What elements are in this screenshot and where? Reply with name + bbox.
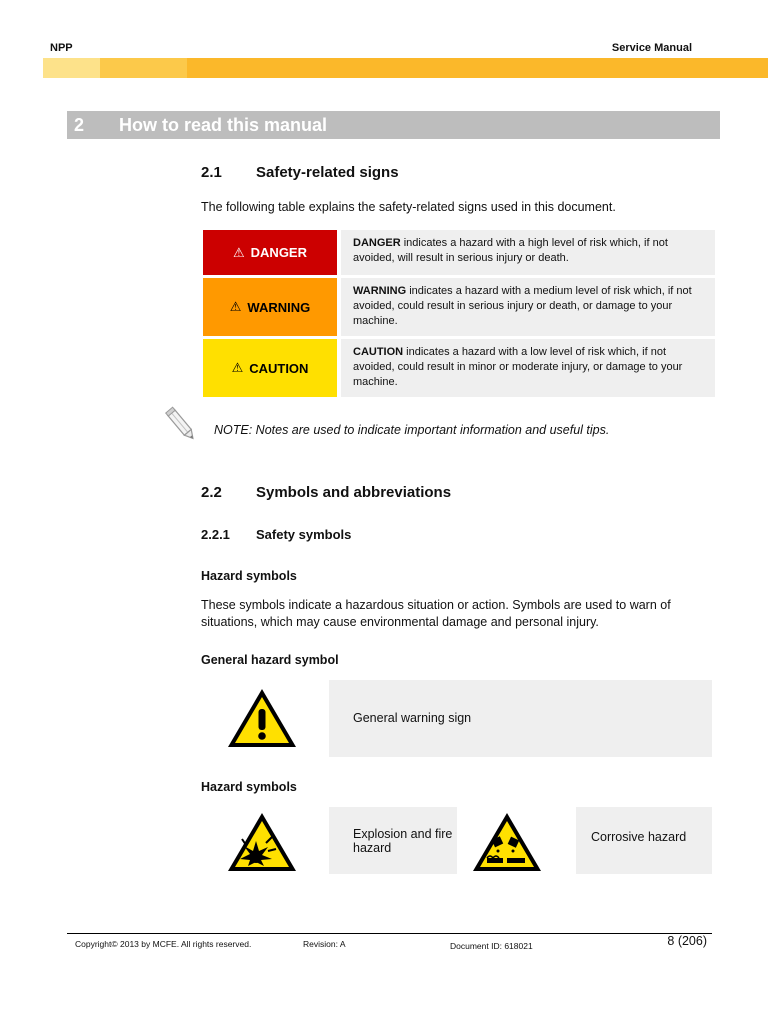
header-band-main: [187, 58, 768, 78]
warning-sign: [203, 278, 337, 336]
sign-label: DANGER: [250, 245, 307, 260]
hazard-symbols-text: These symbols indicate a hazardous situation or action. Symbols are used to warn of situations, which may cause environmental damage and personal injury.: [201, 598, 671, 629]
sign-term: CAUTION: [353, 346, 404, 358]
sign-desc: indicates a hazard with a low level of risk which, if not avoided, could result in minor or moderate injury, or damage to your machine.: [353, 346, 683, 388]
section-number: 2.1: [201, 164, 222, 181]
footer-rule: [67, 933, 712, 934]
chapter-title: How to read this manual: [119, 115, 328, 135]
note-text: NOTE: Notes are used to indicate important information and useful tips.: [214, 423, 610, 437]
caution-sign: [203, 339, 337, 397]
corrosive-hazard-icon: [471, 811, 543, 873]
section-title: Safety-related signs: [256, 164, 399, 181]
danger-description: [341, 230, 715, 275]
section-number: 2.2: [201, 484, 222, 501]
general-warning-icon: [226, 687, 298, 749]
sign-desc: indicates a hazard with a medium level of risk which, if not avoided, could result in serious injury or death, or damage to your machine.: [353, 285, 692, 327]
section-title: Safety symbols: [256, 527, 352, 542]
warning-triangle-icon: ⚠: [231, 360, 244, 375]
warning-triangle-icon: ⚠: [229, 299, 242, 314]
sign-label: WARNING: [247, 299, 311, 315]
sign-term: DANGER: [353, 237, 401, 249]
footer-copyright: Copyright© 2013 by MCFE. All rights reserved.: [75, 939, 252, 949]
warning-triangle-icon: ⚠: [233, 244, 245, 260]
section-heading-2-2: [201, 484, 601, 504]
general-warning-label: General warning sign: [353, 711, 472, 725]
caution-description: [341, 339, 715, 397]
explosion-hazard-box: [329, 807, 457, 874]
section-number: 2.2.1: [201, 527, 230, 542]
header-doc-title: Service Manual: [611, 42, 692, 54]
chapter-heading: [67, 111, 720, 139]
header-band-mid: [100, 58, 187, 78]
explosion-hazard-icon: [226, 811, 298, 873]
chapter-number: 2: [74, 115, 85, 135]
section-title: Symbols and abbreviations: [256, 484, 452, 501]
hazard-symbols-heading: Hazard symbols: [201, 569, 297, 583]
danger-sign: [203, 230, 337, 275]
sign-label: CAUTION: [249, 360, 309, 376]
corrosive-hazard-label: Corrosive hazard: [591, 830, 687, 844]
sign-term: WARNING: [353, 285, 407, 297]
pencil-icon: [164, 405, 198, 445]
footer-document-id: Document ID: 618021: [450, 941, 533, 951]
footer-revision: Revision: A: [303, 939, 346, 949]
hazard-symbols-heading-2: Hazard symbols: [201, 780, 297, 794]
corrosive-hazard-box: [576, 807, 712, 874]
footer-page-number: 8 (206): [667, 934, 707, 948]
header-product: NPP: [50, 42, 73, 54]
header-band-light: [43, 58, 100, 78]
section-intro: The following table explains the safety-related signs used in this document.: [201, 200, 616, 214]
general-hazard-heading: General hazard symbol: [201, 653, 339, 667]
warning-description: [341, 278, 715, 336]
sign-desc: indicates a hazard with a high level of risk which, if not avoided, will result in serious injury or death.: [353, 237, 668, 264]
explosion-hazard-label: Explosion and fire hazard: [353, 827, 453, 855]
section-heading-2-2-1: [201, 527, 601, 545]
section-heading-2-1: [201, 164, 601, 184]
general-warning-box: [329, 680, 712, 757]
